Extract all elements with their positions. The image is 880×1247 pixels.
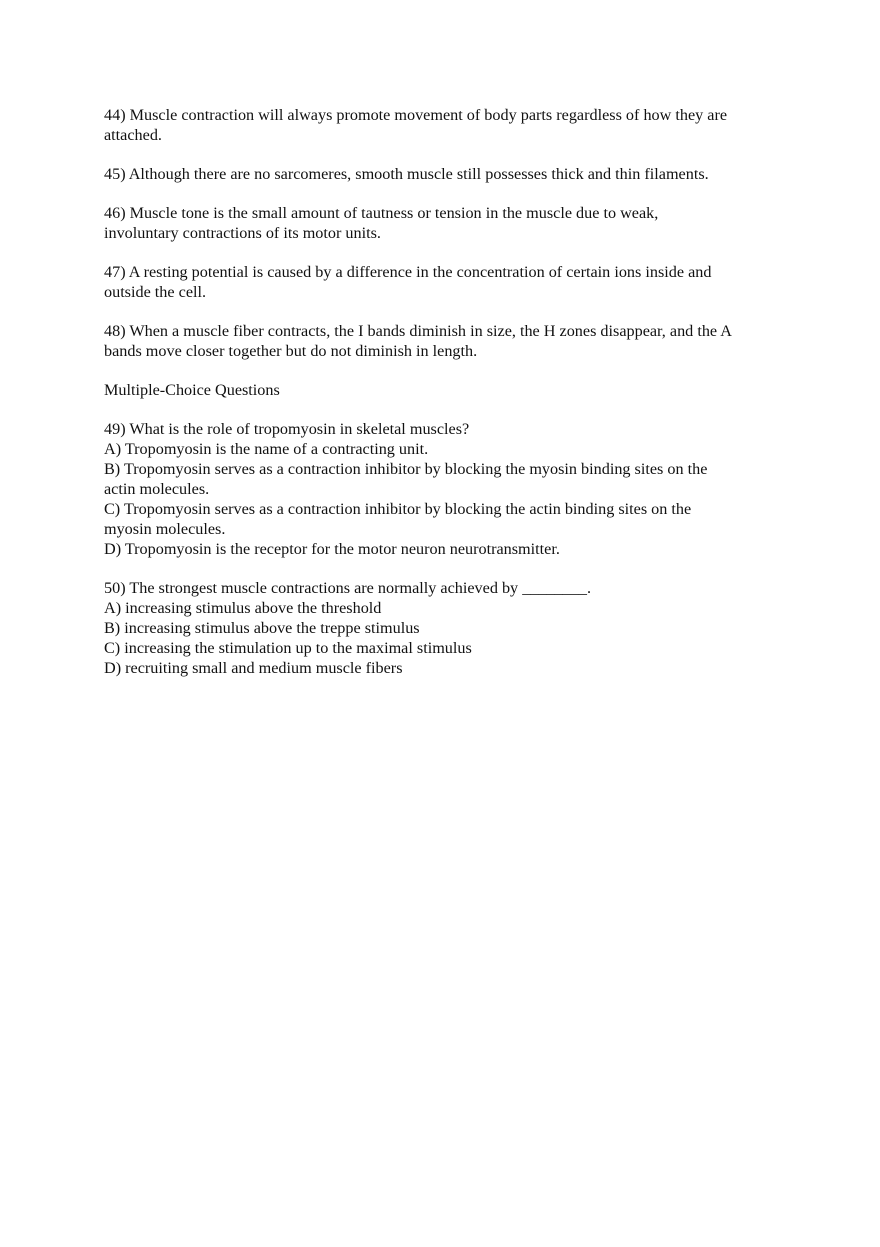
question-49-option-c-line-1: C) Tropomyosin serves as a contraction inhibitor by blocking the actin binding sites on the — [104, 500, 692, 518]
question-44-line-1: 44) Muscle contraction will always promote movement of body parts regardless of how they are — [104, 106, 728, 124]
section-heading — [104, 380, 794, 400]
question-48-line-1: 48) When a muscle fiber contracts, the I bands diminish in size, the H zones disappear, and the A — [104, 322, 732, 340]
question-45 — [104, 164, 794, 184]
question-46 — [104, 203, 794, 243]
question-49-option-c-line-2: myosin molecules. — [104, 520, 226, 538]
section-heading-text: Multiple-Choice Questions — [104, 381, 280, 399]
question-49 — [104, 419, 794, 559]
question-44-line-2: attached. — [104, 126, 162, 144]
question-47-line-1: 47) A resting potential is caused by a difference in the concentration of certain ions inside and — [104, 263, 712, 281]
question-50-stem: 50) The strongest muscle contractions are normally achieved by ________. — [104, 579, 591, 597]
question-50-option-a: A) increasing stimulus above the threshold — [104, 599, 382, 617]
question-49-option-b-line-2: actin molecules. — [104, 480, 210, 498]
question-46-line-1: 46) Muscle tone is the small amount of tautness or tension in the muscle due to weak, — [104, 204, 659, 222]
question-45-line-1: 45) Although there are no sarcomeres, smooth muscle still possesses thick and thin filaments. — [104, 165, 709, 183]
question-49-option-b-line-1: B) Tropomyosin serves as a contraction inhibitor by blocking the myosin binding sites on the — [104, 460, 708, 478]
question-48 — [104, 321, 794, 361]
question-50-option-d: D) recruiting small and medium muscle fibers — [104, 659, 403, 677]
question-46-line-2: involuntary contractions of its motor units. — [104, 224, 381, 242]
question-49-stem: 49) What is the role of tropomyosin in skeletal muscles? — [104, 420, 470, 438]
question-47 — [104, 262, 794, 302]
question-50 — [104, 578, 794, 678]
question-50-option-b: B) increasing stimulus above the treppe stimulus — [104, 619, 420, 637]
question-47-line-2: outside the cell. — [104, 283, 207, 301]
question-50-option-c: C) increasing the stimulation up to the maximal stimulus — [104, 639, 472, 657]
question-49-option-d: D) Tropomyosin is the receptor for the motor neuron neurotransmitter. — [104, 540, 560, 558]
question-49-option-a: A) Tropomyosin is the name of a contracting unit. — [104, 440, 429, 458]
question-48-line-2: bands move closer together but do not diminish in length. — [104, 342, 478, 360]
document-page — [104, 105, 794, 697]
question-44 — [104, 105, 794, 145]
